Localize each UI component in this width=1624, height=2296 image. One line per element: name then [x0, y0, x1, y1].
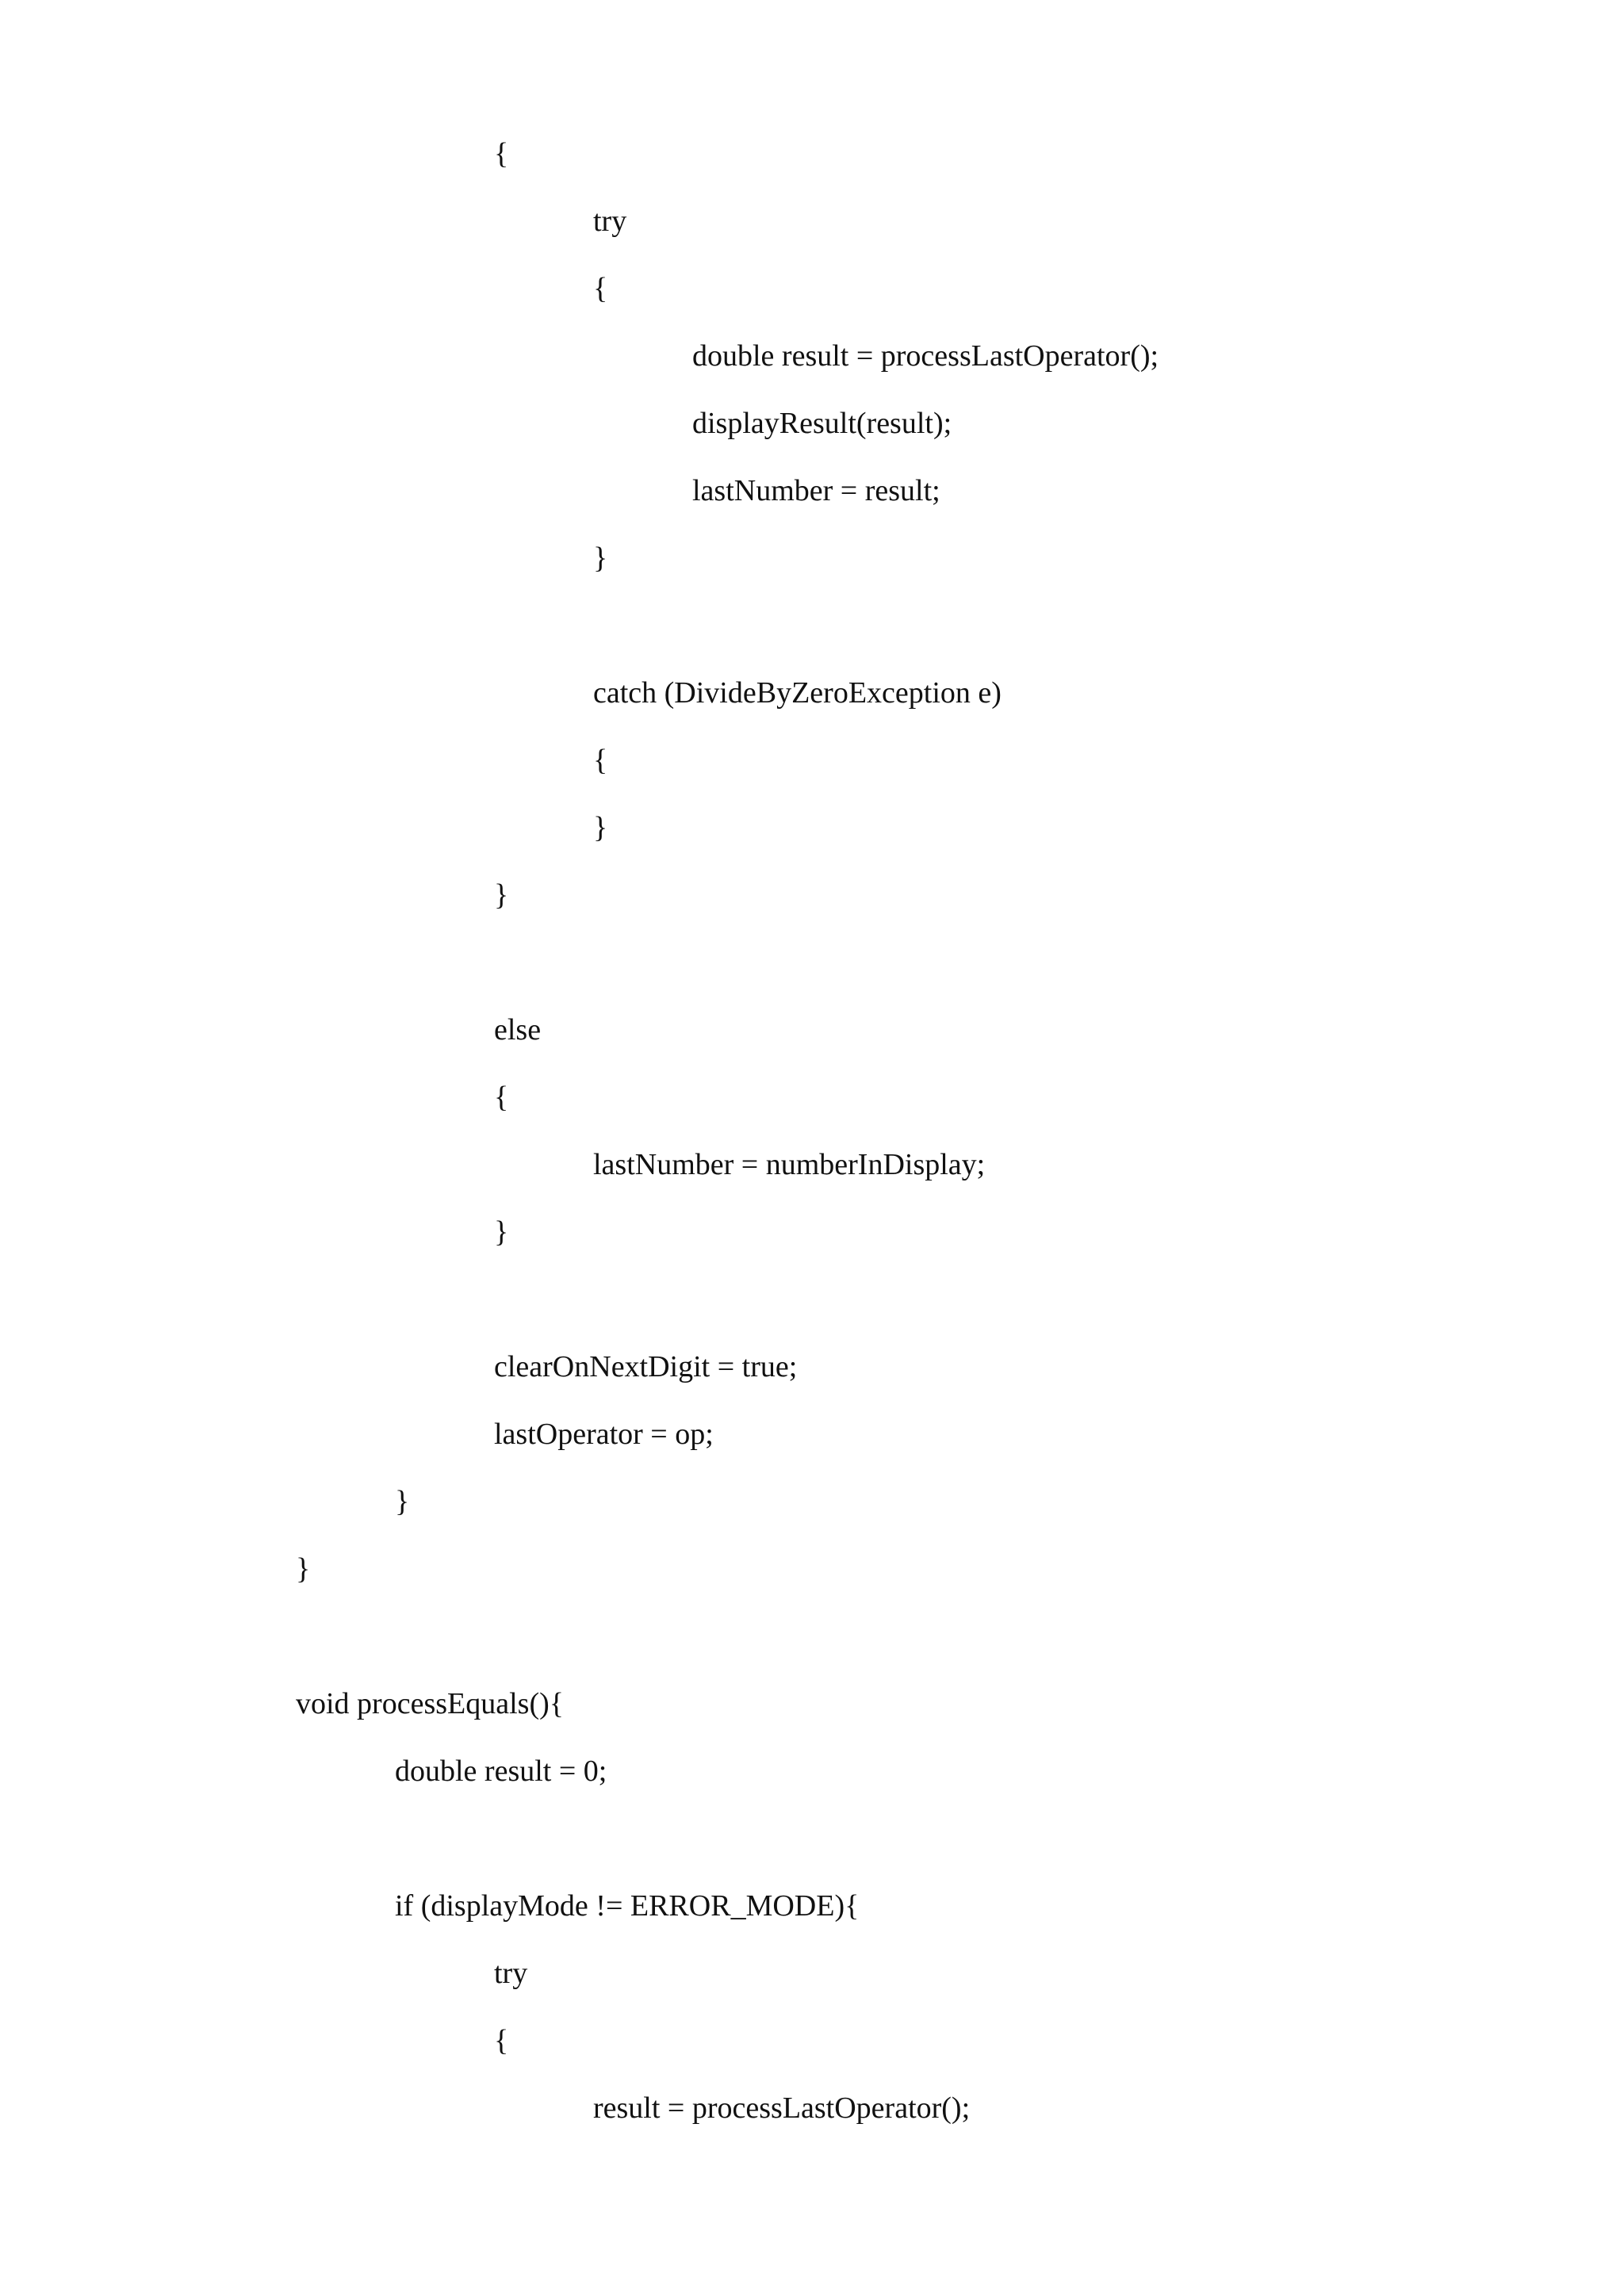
code-line: { — [494, 2024, 509, 2057]
code-line: } — [593, 811, 608, 844]
code-line: void processEquals(){ — [296, 1687, 564, 1720]
code-line: double result = processLastOperator(); — [692, 339, 1159, 373]
code-line: } — [494, 1215, 509, 1249]
code-line: } — [593, 541, 608, 575]
code-line: double result = 0; — [395, 1755, 607, 1788]
code-line: { — [494, 1081, 509, 1114]
code-line: lastOperator = op; — [494, 1418, 714, 1451]
code-line: catch (DivideByZeroException e) — [593, 676, 1002, 710]
code-line: } — [395, 1485, 410, 1518]
code-line: else — [494, 1013, 542, 1047]
code-line: } — [494, 878, 509, 912]
code-line: displayResult(result); — [692, 407, 952, 440]
code-line: if (displayMode != ERROR_MODE){ — [395, 1889, 860, 1923]
code-line: lastNumber = result; — [692, 474, 940, 507]
code-line: { — [593, 272, 608, 305]
code-line: try — [593, 205, 627, 238]
code-line: clearOnNextDigit = true; — [494, 1350, 798, 1383]
code-line: try — [494, 1957, 528, 1990]
code-line: result = processLastOperator(); — [593, 2091, 971, 2125]
code-line: lastNumber = numberInDisplay; — [593, 1148, 986, 1181]
code-line: { — [593, 744, 608, 777]
code-line: { — [494, 137, 509, 170]
code-line: } — [296, 1552, 311, 1586]
